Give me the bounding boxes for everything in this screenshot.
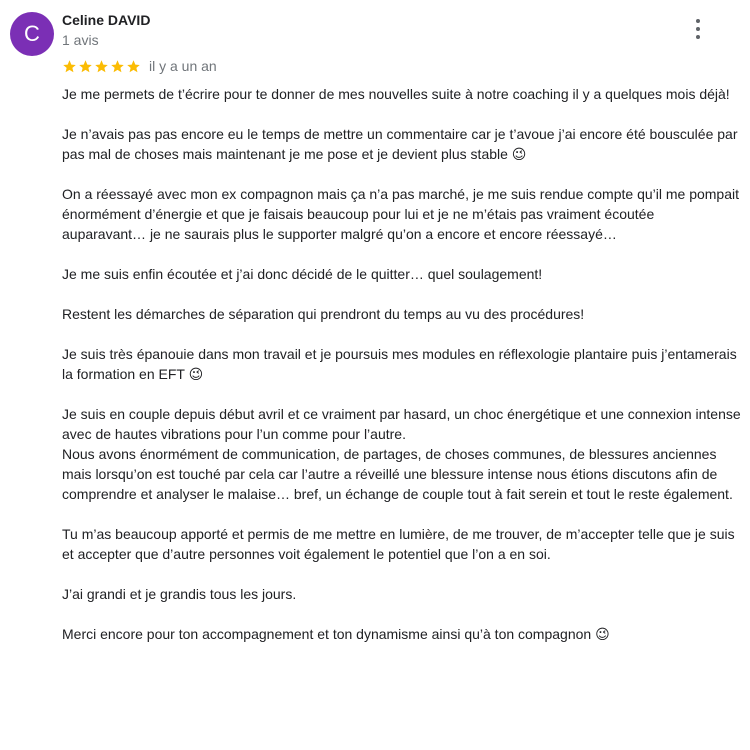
- review-date: il y a un an: [149, 58, 217, 74]
- avatar[interactable]: C: [10, 12, 54, 56]
- review-paragraph: Je suis très épanouie dans mon travail et je poursuis mes modules en réflexologie plantaire puis j’entamerais la formation en EFT 😉: [62, 346, 737, 382]
- star-icon: [62, 59, 77, 74]
- star-icon: [78, 59, 93, 74]
- menu-dot: [696, 35, 700, 39]
- menu-dot: [696, 19, 700, 23]
- review-paragraph: Merci encore pour ton accompagnement et ton dynamisme ainsi qu’à ton compagnon 😉: [62, 626, 610, 642]
- more-vert-icon[interactable]: [686, 14, 710, 44]
- review-paragraph: Je me permets de t’écrire pour te donner de mes nouvelles suite à notre coaching il y a quelques mois déjà!: [62, 86, 730, 102]
- review-paragraph: Tu m’as beaucoup apporté et permis de me mettre en lumière, de me trouver, de m’accepter telle que je suis et accepter que d’autre personnes voit également le potentiel que l’on a en soi.: [62, 526, 735, 562]
- star-rating: [62, 59, 141, 74]
- review-text: [62, 84, 742, 664]
- review-paragraph: Je suis en couple depuis début avril et ce vraiment par hasard, un choc énergétique et une connexion intense avec de hautes vibrations pour l’un comme pour l’autre. Nous avons énormément de communication, de partages, de choses communes, de blessures anciennes mais lorsqu’on est touché par cela car l’autre a réveillé une blessure intense nous étions discutons afin de comprendre et analyser le malaise… bref, un échange de couple tout à fait serein et tout le reste également.: [62, 406, 741, 502]
- author-name[interactable]: Celine DAVID: [62, 12, 151, 28]
- star-icon: [110, 59, 125, 74]
- star-icon: [94, 59, 109, 74]
- rating-row: [62, 56, 217, 76]
- author-review-count: 1 avis: [62, 32, 99, 48]
- review-paragraph: J’ai grandi et je grandis tous les jours.: [62, 586, 297, 602]
- review-paragraph: On a réessayé avec mon ex compagnon mais ça n’a pas marché, je me suis rendue compte qu’il me pompait énormément d’énergie et que je faisais beaucoup pour lui et je ne m’étais pas vraiment écoutée auparavant… je ne saurais plus le supporter malgré qu’on a encore et encore réessayé…: [62, 186, 740, 242]
- review-paragraph: Je me suis enfin écoutée et j’ai donc décidé de le quitter… quel soulagement!: [62, 266, 543, 282]
- review-paragraph: Je n’avais pas pas encore eu le temps de mettre un commentaire car je t’avoue j’ai encore été bousculée par pas mal de choses mais maintenant je me pose et je devient plus stable 😉: [62, 126, 738, 162]
- menu-dot: [696, 27, 700, 31]
- review-paragraph: Restent les démarches de séparation qui prendront du temps au vu des procédures!: [62, 306, 585, 322]
- star-icon: [126, 59, 141, 74]
